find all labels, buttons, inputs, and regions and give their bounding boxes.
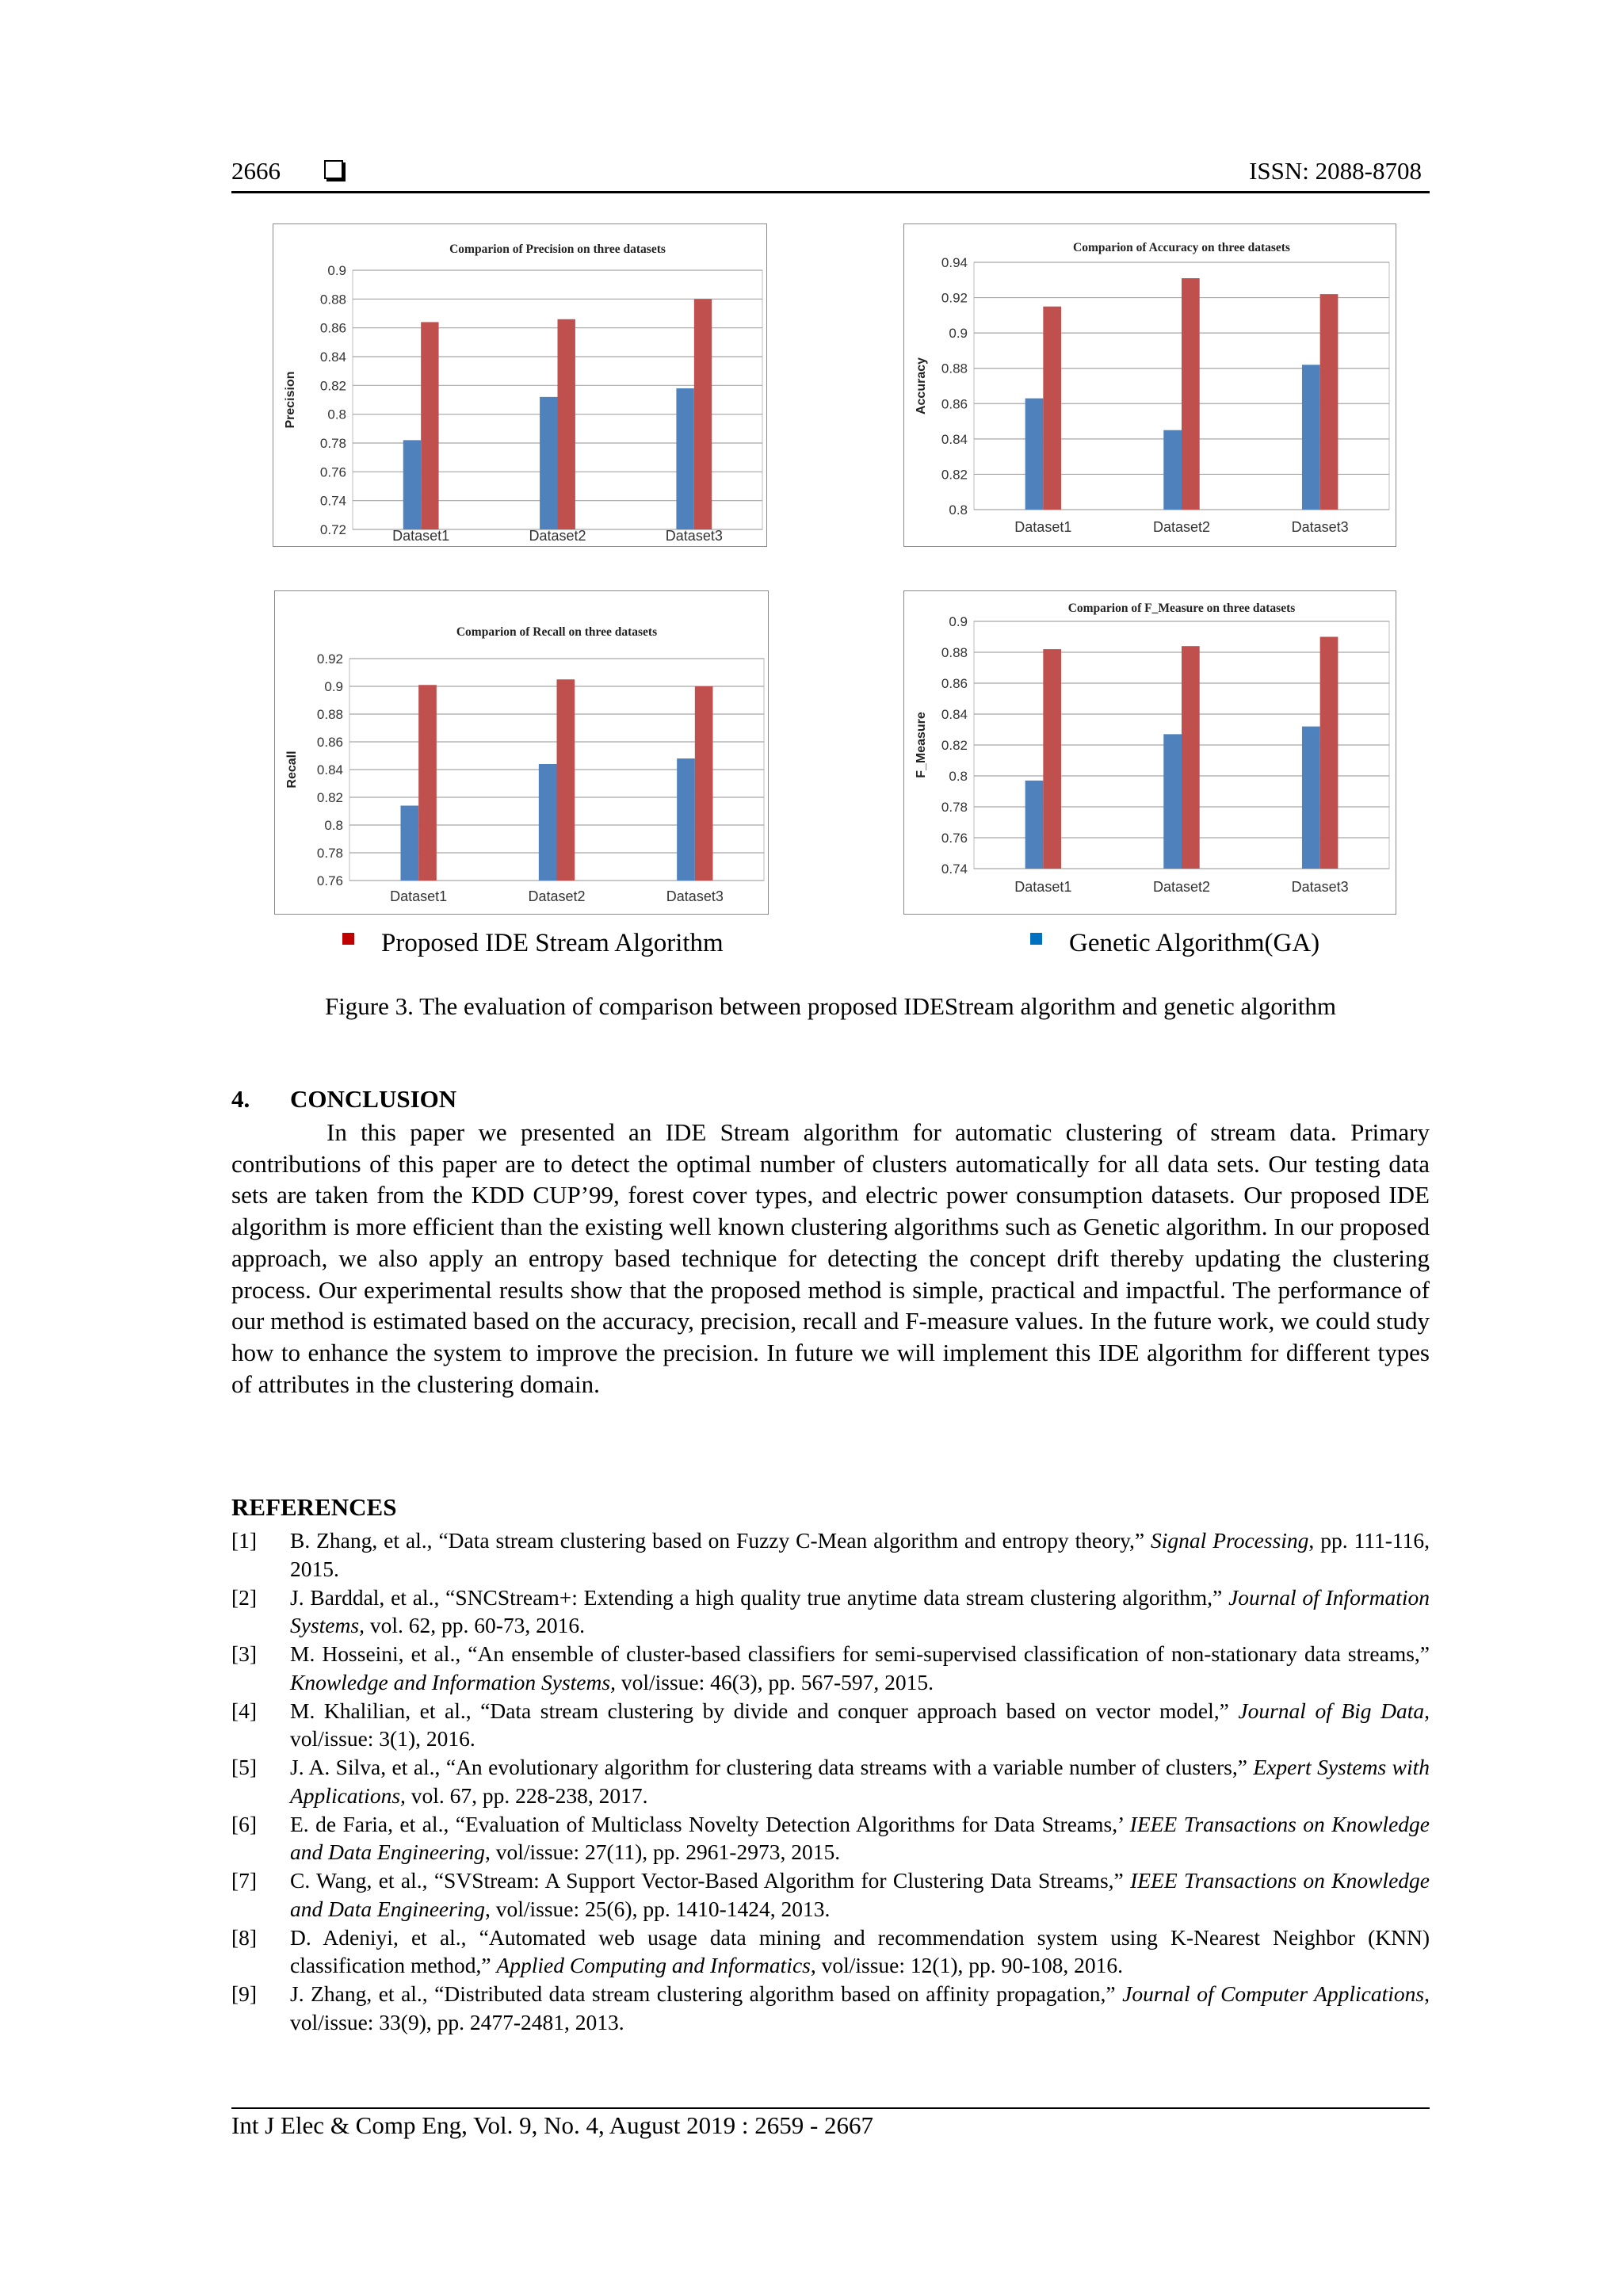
reference-details: vol/issue: 3(1), 2016. bbox=[290, 1726, 475, 1751]
reference-authors-title: J. Zhang, et al., “Distributed data stream clustering algorithm based on affinity propagation,” bbox=[290, 1981, 1123, 2006]
header-rule bbox=[231, 191, 1430, 193]
reference-journal: Journal of Information Systems, bbox=[290, 1584, 1430, 1637]
x-tick-label: Dataset2 bbox=[1152, 519, 1211, 535]
reference-number: [7] bbox=[231, 1868, 258, 1893]
bar-proposed bbox=[557, 679, 575, 881]
reference-item bbox=[231, 1866, 1430, 1923]
reference-details: , vol/issue: 33(9), pp. 2477-2481, 2013. bbox=[290, 1981, 1430, 2034]
x-tick-label: Dataset1 bbox=[392, 528, 450, 544]
recall-chart bbox=[274, 590, 769, 915]
y-tick-label: 0.9 bbox=[327, 263, 346, 278]
x-tick-label: Dataset3 bbox=[666, 888, 724, 904]
reference-authors-title: D. Adeniyi, et al., “Automated web usage data mining and recommendation system using K-Nearest Neighbor (KNN) classification method,” bbox=[290, 1924, 1430, 1977]
bar-ga bbox=[403, 440, 421, 529]
y-tick-label: 0.78 bbox=[319, 436, 346, 451]
x-tick-label: Dataset3 bbox=[665, 528, 723, 544]
chart-title: Comparion of Recall on three datasets bbox=[456, 625, 658, 639]
y-tick-label: 0.88 bbox=[319, 292, 346, 308]
bar-ga bbox=[1025, 399, 1044, 510]
bar-proposed bbox=[1320, 294, 1338, 510]
f-measure-chart-svg bbox=[904, 591, 1395, 913]
reference-details: vol. 67, pp. 228-238, 2017. bbox=[405, 1782, 648, 1808]
legend-proposed bbox=[342, 927, 724, 959]
y-tick-label: 0.74 bbox=[941, 861, 968, 877]
section-heading-conclusion bbox=[231, 1085, 456, 1114]
y-axis-label: Precision bbox=[284, 371, 297, 429]
reference-details: , vol/issue: 12(1), pp. 90-108, 2016. bbox=[810, 1953, 1124, 1977]
page-number: 2666 bbox=[231, 157, 281, 185]
y-tick-label: 0.86 bbox=[316, 735, 343, 750]
bar-proposed bbox=[1043, 307, 1061, 510]
chart-title: Comparion of Precision on three datasets bbox=[449, 243, 666, 256]
bar-proposed bbox=[1182, 278, 1200, 510]
bar-ga bbox=[401, 806, 419, 881]
bar-ga bbox=[1302, 365, 1320, 510]
x-tick-label: Dataset2 bbox=[529, 528, 586, 544]
reference-number: [1] bbox=[231, 1528, 258, 1553]
reference-authors-title: C. Wang, et al., “SVStream: A Support Vector-Based Algorithm for Clustering Data Streams,” bbox=[290, 1868, 1131, 1893]
legend-proposed-label: Proposed IDE Stream Algorithm bbox=[381, 928, 724, 957]
y-tick-label: 0.78 bbox=[316, 846, 343, 861]
y-tick-label: 0.9 bbox=[949, 326, 968, 342]
legend-ga-label: Genetic Algorithm(GA) bbox=[1069, 928, 1320, 957]
bar-ga bbox=[1163, 734, 1182, 869]
reference-number: [2] bbox=[231, 1584, 258, 1610]
legend-swatch-ga bbox=[1030, 933, 1042, 945]
reference-details: vol. 62, pp. 60-73, 2016. bbox=[364, 1613, 586, 1637]
y-tick-label: 0.76 bbox=[316, 873, 343, 888]
reference-journal: Expert Systems with Applications, bbox=[290, 1755, 1430, 1808]
figure-caption: Figure 3. The evaluation of comparison between proposed IDEStream algorithm and genetic algorithm bbox=[324, 992, 1337, 1020]
bar-ga bbox=[1302, 727, 1320, 869]
footer-rule bbox=[231, 2107, 1430, 2109]
y-tick-label: 0.82 bbox=[319, 378, 346, 394]
section-title: CONCLUSION bbox=[290, 1085, 457, 1113]
y-tick-label: 0.84 bbox=[941, 707, 968, 722]
chart-title: Comparion of F_Measure on three datasets bbox=[1067, 602, 1296, 615]
y-tick-label: 0.92 bbox=[941, 290, 968, 306]
reference-number: [8] bbox=[231, 1924, 258, 1950]
reference-item bbox=[231, 1810, 1430, 1866]
issn: ISSN: 2088-8708 bbox=[1249, 157, 1422, 185]
bar-proposed bbox=[421, 322, 438, 529]
x-tick-label: Dataset3 bbox=[1291, 879, 1349, 895]
bar-ga bbox=[540, 397, 557, 529]
reference-journal: Signal Processing bbox=[1151, 1528, 1309, 1553]
reference-number: [4] bbox=[231, 1698, 258, 1723]
reference-item bbox=[231, 1924, 1430, 1980]
precision-chart-svg bbox=[273, 224, 766, 545]
y-tick-label: 0.82 bbox=[316, 790, 343, 805]
x-tick-label: Dataset1 bbox=[390, 888, 448, 904]
y-tick-label: 0.86 bbox=[941, 396, 968, 412]
y-tick-label: 0.88 bbox=[941, 645, 968, 660]
bar-ga bbox=[1163, 430, 1182, 510]
square-icon bbox=[324, 160, 343, 179]
y-tick-label: 0.74 bbox=[319, 493, 346, 509]
y-tick-label: 0.76 bbox=[941, 831, 968, 846]
bar-ga bbox=[677, 758, 695, 881]
legend-swatch-proposed bbox=[342, 933, 354, 945]
bar-ga bbox=[1025, 781, 1044, 869]
y-tick-label: 0.88 bbox=[316, 707, 343, 722]
chart-title: Comparion of Accuracy on three datasets bbox=[1073, 241, 1290, 254]
reference-authors-title: J. Barddal, et al., “SNCStream+: Extending a high quality true anytime data stream clustering algorithm,” bbox=[290, 1584, 1229, 1610]
y-axis-label: Accuracy bbox=[915, 357, 928, 415]
y-tick-label: 0.84 bbox=[941, 431, 968, 447]
y-tick-label: 0.72 bbox=[319, 522, 346, 537]
bar-proposed bbox=[1043, 649, 1061, 869]
y-tick-label: 0.76 bbox=[319, 464, 346, 480]
reference-text bbox=[290, 1980, 1430, 2036]
y-tick-label: 0.94 bbox=[941, 255, 968, 270]
recall-chart-svg bbox=[275, 591, 767, 913]
reference-item bbox=[231, 1584, 1430, 1640]
reference-journal: Journal of Big Data, bbox=[1238, 1698, 1430, 1723]
y-axis-label: F_Measure bbox=[915, 712, 928, 778]
y-tick-label: 0.86 bbox=[319, 320, 346, 336]
x-tick-label: Dataset1 bbox=[1014, 519, 1072, 535]
y-tick-label: 0.8 bbox=[324, 818, 343, 833]
reference-journal: Knowledge and Information Systems, bbox=[290, 1669, 616, 1694]
y-tick-label: 0.9 bbox=[949, 614, 968, 629]
y-tick-label: 0.92 bbox=[316, 651, 343, 667]
reference-item bbox=[231, 1697, 1430, 1753]
y-tick-label: 0.8 bbox=[949, 502, 968, 518]
reference-item bbox=[231, 1640, 1430, 1696]
bar-proposed bbox=[1182, 646, 1200, 869]
y-axis-label: Recall bbox=[285, 751, 299, 789]
reference-authors-title: J. A. Silva, et al., “An evolutionary algorithm for clustering data streams with a variable number of clusters,” bbox=[290, 1755, 1254, 1779]
y-tick-label: 0.82 bbox=[941, 467, 968, 483]
reference-details: vol/issue: 46(3), pp. 567-597, 2015. bbox=[615, 1669, 934, 1694]
bar-proposed bbox=[1320, 637, 1338, 869]
bar-ga bbox=[676, 388, 693, 529]
x-tick-label: Dataset3 bbox=[1291, 519, 1349, 535]
reference-journal: IEEE Transactions on Knowledge and Data Engineering bbox=[290, 1868, 1430, 1921]
bar-proposed bbox=[695, 686, 713, 881]
y-tick-label: 0.84 bbox=[319, 350, 346, 365]
reference-details: , vol/issue: 27(11), pp. 2961-2973, 2015. bbox=[484, 1839, 841, 1864]
reference-details: , vol/issue: 25(6), pp. 1410-1424, 2013. bbox=[484, 1896, 831, 1921]
y-tick-label: 0.78 bbox=[941, 800, 968, 815]
reference-authors-title: E. de Faria, et al., “Evaluation of Multiclass Novelty Detection Algorithms for Data Streams,’ bbox=[290, 1811, 1130, 1836]
section-number: 4. bbox=[231, 1085, 250, 1113]
bar-proposed bbox=[418, 685, 437, 881]
y-tick-label: 0.88 bbox=[941, 361, 968, 376]
reference-text bbox=[290, 1584, 1430, 1640]
footer-citation: Int J Elec & Comp Eng, Vol. 9, No. 4, August 2019 : 2659 - 2667 bbox=[231, 2111, 874, 2139]
reference-journal: Journal of Computer Applications bbox=[1122, 1981, 1425, 2006]
x-tick-label: Dataset2 bbox=[1152, 879, 1211, 895]
accuracy-chart bbox=[903, 223, 1396, 547]
y-tick-label: 0.82 bbox=[941, 738, 968, 753]
reference-text bbox=[290, 1810, 1430, 1866]
y-tick-label: 0.8 bbox=[327, 407, 346, 422]
reference-authors-title: B. Zhang, et al., “Data stream clustering based on Fuzzy C-Mean algorithm and entropy theory,” bbox=[290, 1528, 1151, 1553]
y-tick-label: 0.8 bbox=[949, 769, 968, 784]
f-measure-chart bbox=[903, 590, 1396, 915]
x-tick-label: Dataset2 bbox=[528, 888, 586, 904]
y-tick-label: 0.9 bbox=[324, 679, 343, 694]
reference-number: [9] bbox=[231, 1981, 258, 2006]
reference-list bbox=[231, 1526, 1430, 2037]
references-heading: REFERENCES bbox=[231, 1493, 397, 1521]
bar-proposed bbox=[694, 299, 712, 529]
bar-proposed bbox=[558, 319, 575, 529]
y-tick-label: 0.84 bbox=[316, 762, 343, 777]
reference-text bbox=[290, 1697, 1430, 1753]
accuracy-chart-svg bbox=[904, 224, 1395, 545]
reference-item bbox=[231, 1980, 1430, 2036]
reference-item bbox=[231, 1526, 1430, 1583]
reference-journal: Applied Computing and Informatics bbox=[496, 1953, 811, 1977]
reference-number: [6] bbox=[231, 1811, 258, 1836]
legend-ga bbox=[1030, 927, 1319, 959]
reference-text bbox=[290, 1866, 1430, 1923]
reference-text bbox=[290, 1753, 1430, 1809]
reference-authors-title: M. Hosseini, et al., “An ensemble of cluster-based classifiers for semi-supervised classification of non-stationary data streams,” bbox=[290, 1641, 1430, 1666]
reference-text bbox=[290, 1924, 1430, 1980]
reference-authors-title: M. Khalilian, et al., “Data stream clustering by divide and conquer approach based on vector model,” bbox=[290, 1698, 1239, 1723]
conclusion-paragraph: In this paper we presented an IDE Stream algorithm for automatic clustering of stream data. Primary contributions of this paper are to detect the optimal number of clusters automatically for all data sets. Our testing data sets are taken from the KDD CUP’99, forest cover types, and electric power consumption datasets. Our proposed IDE algorithm is more efficient than the existing well known clustering algorithms such as Genetic algorithm. In our proposed approach, we also apply an entropy based technique for detecting the concept drift thereby updating the clustering process. Our experimental results show that the proposed method is simple, practical and impactful. The performance of our method is estimated based on the accuracy, precision, recall and F-measure values. In the future work, we could study how to enhance the system to improve the precision. In future we will implement this IDE algorithm for different types of attributes in the clustering domain. bbox=[231, 1118, 1430, 1398]
reference-item bbox=[231, 1753, 1430, 1809]
reference-text bbox=[290, 1526, 1430, 1583]
reference-details: , pp. 111-116, 2015. bbox=[290, 1528, 1430, 1581]
y-tick-label: 0.86 bbox=[941, 676, 968, 691]
x-tick-label: Dataset1 bbox=[1014, 879, 1072, 895]
reference-journal: IEEE Transactions on Knowledge and Data Engineering bbox=[290, 1811, 1430, 1864]
precision-chart bbox=[273, 223, 767, 547]
reference-number: [3] bbox=[231, 1641, 258, 1666]
reference-number: [5] bbox=[231, 1755, 258, 1779]
reference-text bbox=[290, 1640, 1430, 1696]
bar-ga bbox=[539, 764, 557, 881]
